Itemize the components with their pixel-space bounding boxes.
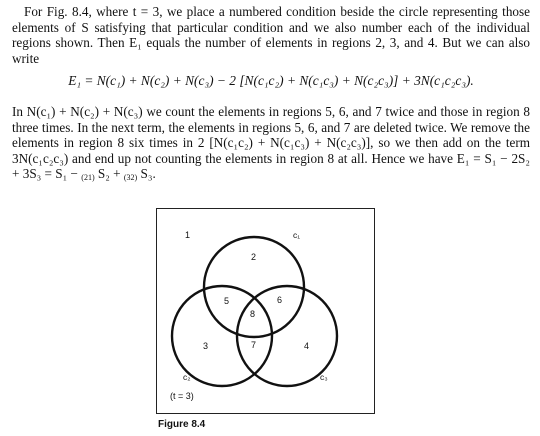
- explanation-text-a: In N(c₁) + N(c₂) + N(c₃) we count the elements in regions 5, 6, and 7 twice and those in region 8 three times. In the next term, the elements in regions 5, 6, and 7 are deleted twice. We remove the elements in region 8 six times in 2 [N(c₁c₂) + N(c₁c₃) + N(c₂c₃)], so we then add on the term 3N(c₁c₂c₃) and end up not counting the elements in region 8 at all. Hence we have E₁ = S₁ − 2S₂ + 3S₃ = S₁ −: [12, 104, 530, 182]
- figure-caption: Figure 8.4: [158, 419, 206, 430]
- region-8-label: 8: [250, 309, 256, 319]
- circle-c3-label: c₃: [320, 372, 328, 382]
- binomial-2-choose-1: (21): [81, 173, 95, 183]
- circle-c1-label: c₁: [293, 230, 301, 240]
- region-6-label: 6: [277, 295, 283, 305]
- circle-c2-label: c₂: [183, 372, 191, 382]
- binom-bottom: 2: [130, 173, 135, 183]
- region-4-label: 4: [304, 341, 310, 351]
- region-7-label: 7: [251, 340, 257, 350]
- region-5-label: 5: [224, 296, 230, 306]
- t-value-label: (t = 3): [170, 391, 194, 401]
- region-3-label: 3: [203, 341, 209, 351]
- inclusion-exclusion-equation: E₁ = N(c₁) + N(c₂) + N(c₃) − 2 [N(c₁c₂) + N(c₁c₃) + N(c₂c₃)] + 3N(c₁c₂c₃).: [68, 73, 474, 88]
- explanation-text-c: S₃.: [137, 166, 156, 182]
- binomial-3-choose-2: (32): [123, 173, 138, 183]
- region-2-label: 2: [251, 252, 257, 262]
- paragraph-intro: For Fig. 8.4, where t = 3, we place a numbered condition beside the circle representing those elements of S satisfying that particular condition and we also number each of the individual regions shown. Then E₁ equals the number of elements in regions 2, 3, and 4. But we can also write: [12, 4, 530, 66]
- binom-top: 2: [83, 173, 88, 183]
- explanation-text-b: S₂ +: [94, 166, 124, 182]
- binom-top: 3: [126, 173, 131, 183]
- region-1-label: 1: [185, 230, 191, 240]
- binom-bottom: 1: [87, 173, 92, 183]
